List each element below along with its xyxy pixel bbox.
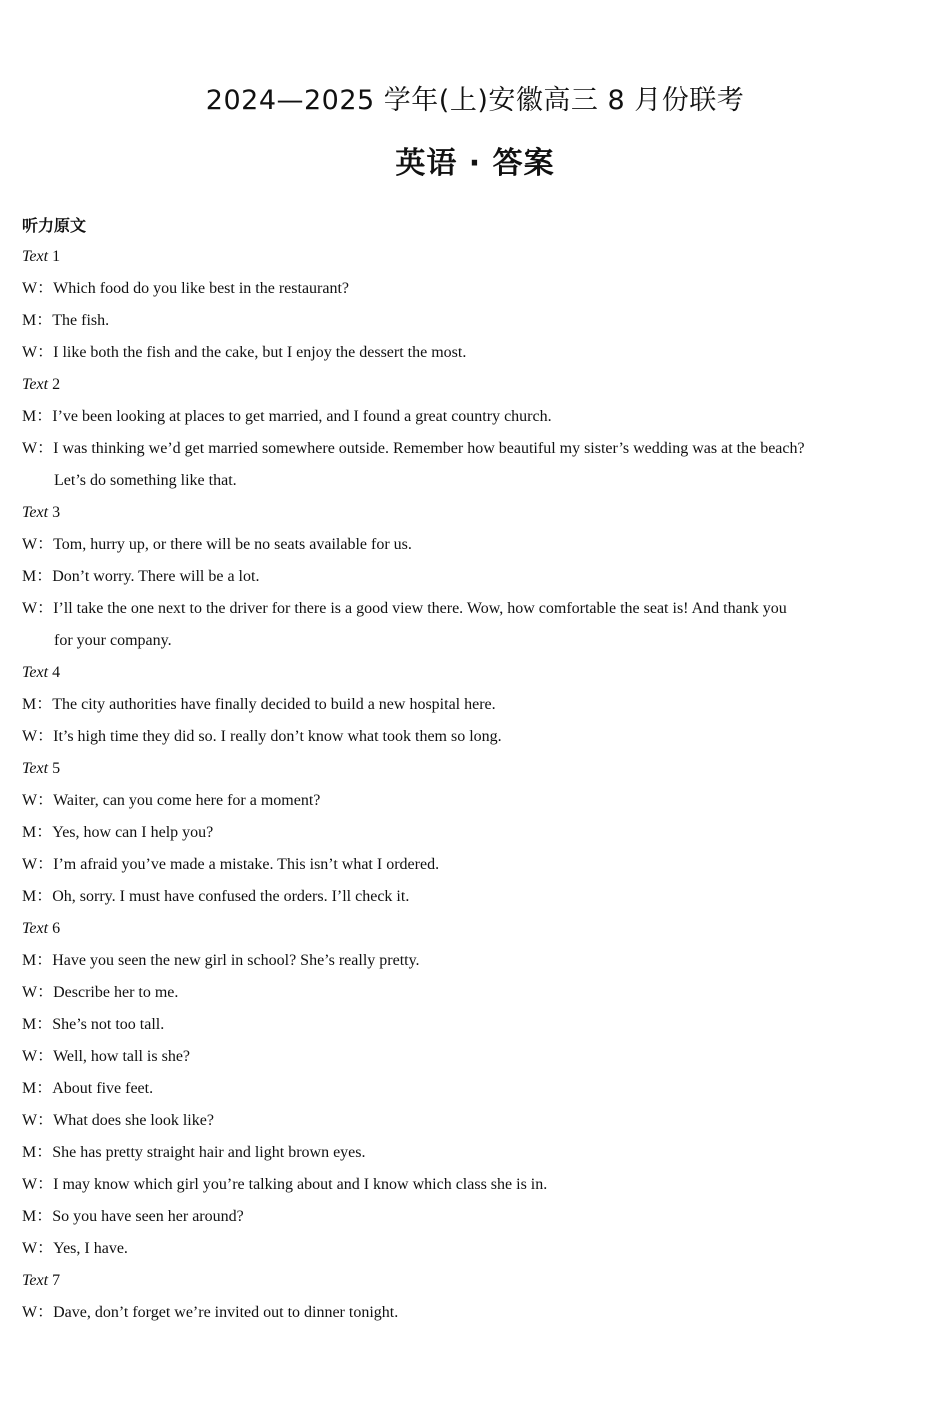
speaker-label: W： [22, 536, 54, 553]
text-label: Text [22, 1272, 49, 1289]
dialogue-text: What does she look like? [53, 1112, 214, 1129]
dialogue-line-continuation [22, 465, 934, 497]
dialogue-text: She’s not too tall. [52, 1016, 165, 1033]
dialogue-text: Well, how tall is she? [53, 1048, 191, 1065]
speaker-label: M： [22, 1144, 53, 1161]
text-number: 6 [52, 920, 61, 937]
dialogue-line [22, 689, 934, 721]
speaker-label: M： [22, 888, 53, 905]
dialogue-text: I may know which girl you’re talking about and I know which class she is in. [53, 1176, 548, 1193]
dialogue-text: Waiter, can you come here for a moment? [53, 792, 321, 809]
dialogue-line [22, 785, 934, 817]
text-number-label [22, 497, 934, 529]
dialogue-text: I’ll take the one next to the driver for there is a good view there. Wow, how comfortable the seat is! And thank you [53, 600, 787, 617]
speaker-label: M： [22, 824, 53, 841]
dialogue-text: Which food do you like best in the restaurant? [53, 280, 350, 297]
dialogue-text: Describe her to me. [53, 984, 179, 1001]
dialogue-text: Tom, hurry up, or there will be no seats available for us. [53, 536, 412, 553]
dialogue-text: I’ve been looking at places to get married, and I found a great country church. [52, 408, 552, 425]
dialogue-line [22, 1233, 934, 1265]
listening-transcript [22, 241, 934, 1329]
dialogue-line [22, 273, 934, 305]
dialogue-text: About five feet. [52, 1080, 154, 1097]
dialogue-line [22, 977, 934, 1009]
text-number: 4 [52, 664, 61, 681]
dialogue-line [22, 433, 934, 465]
speaker-label: W： [22, 728, 54, 745]
text-number: 5 [52, 760, 61, 777]
dialogue-text: So you have seen her around? [52, 1208, 244, 1225]
speaker-label: M： [22, 312, 53, 329]
dialogue-line [22, 1201, 934, 1233]
text-number: 7 [52, 1272, 61, 1289]
speaker-label: M： [22, 408, 53, 425]
dialogue-line [22, 721, 934, 753]
speaker-label: M： [22, 952, 53, 969]
text-label: Text [22, 376, 49, 393]
speaker-label: W： [22, 792, 54, 809]
text-number-label [22, 753, 934, 785]
text-label: Text [22, 664, 49, 681]
speaker-label: W： [22, 1112, 54, 1129]
dialogue-text: Oh, sorry. I must have confused the orders. I’ll check it. [52, 888, 410, 905]
speaker-label: W： [22, 1304, 54, 1321]
dialogue-line [22, 1137, 934, 1169]
speaker-label: W： [22, 1240, 54, 1257]
dialogue-line [22, 1297, 934, 1329]
text-number-label [22, 241, 934, 273]
dialogue-text: The city authorities have finally decided to build a new hospital here. [52, 696, 496, 713]
dialogue-text: She has pretty straight hair and light brown eyes. [52, 1144, 366, 1161]
text-number-label [22, 913, 934, 945]
speaker-label: W： [22, 280, 54, 297]
dialogue-line [22, 305, 934, 337]
dialogue-line [22, 1073, 934, 1105]
speaker-label: W： [22, 984, 54, 1001]
dialogue-line [22, 561, 934, 593]
text-number-label [22, 1265, 934, 1297]
dialogue-text: Yes, how can I help you? [52, 824, 214, 841]
dialogue-line [22, 1105, 934, 1137]
speaker-label: W： [22, 1176, 54, 1193]
text-number-label [22, 657, 934, 689]
dialogue-text: Don’t worry. There will be a lot. [52, 568, 260, 585]
dialogue-line [22, 529, 934, 561]
dialogue-text: I’m afraid you’ve made a mistake. This isn’t what I ordered. [53, 856, 440, 873]
dialogue-line [22, 817, 934, 849]
text-number: 3 [52, 504, 61, 521]
dialogue-text: Dave, don’t forget we’re invited out to dinner tonight. [53, 1304, 399, 1321]
text-number: 1 [52, 248, 61, 265]
text-label: Text [22, 920, 49, 937]
dialogue-line [22, 849, 934, 881]
speaker-label: W： [22, 856, 54, 873]
dialogue-line [22, 401, 934, 433]
speaker-label: M： [22, 1208, 53, 1225]
text-label: Text [22, 760, 49, 777]
text-number: 2 [52, 376, 61, 393]
dialogue-line-continuation [22, 625, 934, 657]
text-label: Text [22, 504, 49, 521]
dialogue-line [22, 881, 934, 913]
document-subtitle: 英语 · 答案 [395, 146, 555, 181]
dialogue-line [22, 593, 934, 625]
speaker-label: W： [22, 600, 54, 617]
speaker-label: W： [22, 440, 54, 457]
dialogue-text: Let’s do something like that. [54, 472, 237, 489]
dialogue-line [22, 337, 934, 369]
dialogue-text: The fish. [52, 312, 110, 329]
speaker-label: M： [22, 568, 53, 585]
dialogue-text: Yes, I have. [53, 1240, 128, 1257]
dialogue-text: It’s high time they did so. I really don’t know what took them so long. [53, 728, 502, 745]
speaker-label: W： [22, 344, 54, 361]
dialogue-line [22, 1009, 934, 1041]
dialogue-text: for your company. [54, 632, 172, 649]
speaker-label: W： [22, 1048, 54, 1065]
dialogue-line [22, 1169, 934, 1201]
document-title: 2024—2025 学年(上)安徽高三 8 月份联考 [205, 85, 745, 116]
section-heading-listening-transcript: 听力原文 [22, 216, 87, 235]
dialogue-line [22, 945, 934, 977]
dialogue-text: I was thinking we’d get married somewhere outside. Remember how beautiful my sister’s wedding was at the beach? [53, 440, 805, 457]
dialogue-line [22, 1041, 934, 1073]
dialogue-text: I like both the fish and the cake, but I enjoy the dessert the most. [53, 344, 467, 361]
dialogue-text: Have you seen the new girl in school? She’s really pretty. [52, 952, 420, 969]
speaker-label: M： [22, 696, 53, 713]
speaker-label: M： [22, 1080, 53, 1097]
text-number-label [22, 369, 934, 401]
speaker-label: M： [22, 1016, 53, 1033]
text-label: Text [22, 248, 49, 265]
